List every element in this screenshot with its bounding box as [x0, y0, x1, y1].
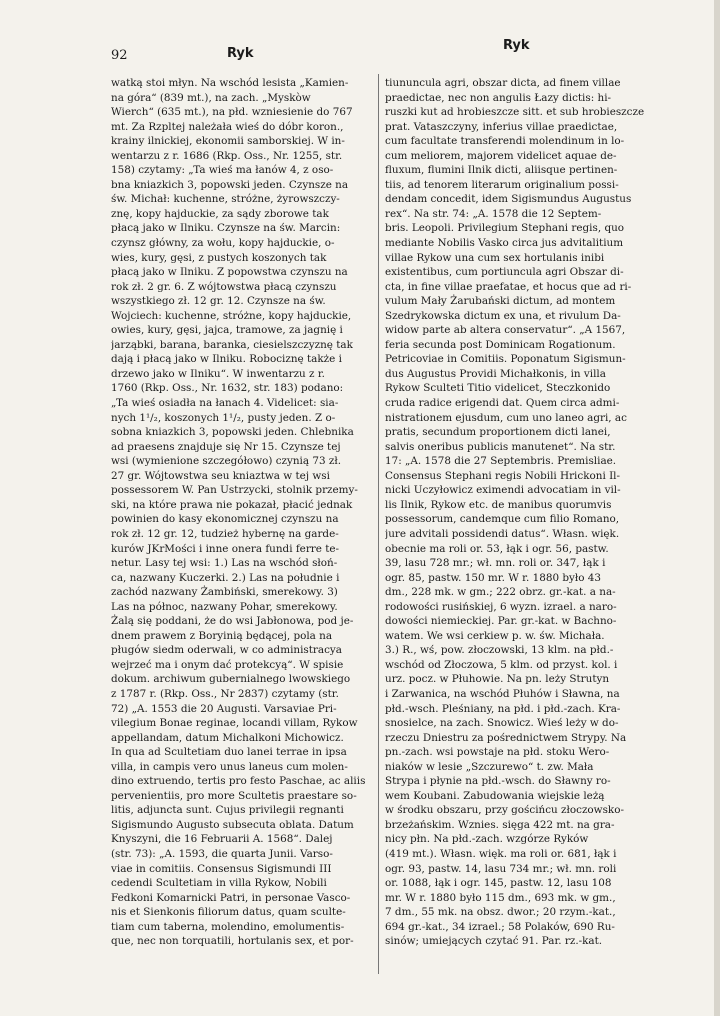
text-line: znę, kopy hajduckie, za sądy zborowe tak — [111, 207, 329, 220]
text-line: Las na północ, nazwany Pohar, smerekowy. — [111, 600, 338, 613]
text-line: na góra“ (839 mt.), na zach. „Myskòw — [111, 91, 311, 104]
text-line: nistrationem ejusdum, cum uno laneo agri, ac — [385, 411, 627, 424]
text-line: 39, lasu 728 mr.; wł. mn. roli or. 347, łąk i — [385, 557, 606, 570]
text-line: Petricoviae in Comitiis. Poponatum Sigismun- — [385, 353, 626, 366]
text-line: jure advitali possidendi datus“. Własn. więk. — [385, 527, 620, 540]
text-line: z 1787 r. (Rkp. Oss., Nr 2837) czytamy (str. — [111, 687, 339, 700]
text-line: nych 1¹/₂, koszonych 1¹/₂, pusty jeden. Z o- — [111, 411, 336, 424]
text-line: zachód nazwany Żambiński, smerekowy. 3) — [111, 586, 338, 599]
text-line: dowości niemieckiej. Par. gr.-kat. w Bachno- — [385, 615, 617, 628]
text-line: Sigismundo Augusto subsecuta oblata. Datum — [111, 818, 354, 831]
text-line: „Ta wieś osiadła na łanach 4. Videlicet: sia- — [111, 397, 339, 410]
text-line: litis, adjuncta sunt. Cujus privilegii regnanti — [111, 804, 344, 817]
text-line: 694 gr.-kat., 34 izrael.; 58 Polaków, 690 Ru- — [385, 920, 615, 933]
text-line: ad praesens znajduje się Nr 15. Czynsze tej — [111, 440, 341, 453]
text-line: 3.) R., wś, pow. złoczowski, 13 klm. na płd.- — [385, 644, 614, 657]
text-line: płacą jako w Ilniku. Czynsze na św. Marcin: — [111, 222, 341, 235]
text-line: dendam concedit, idem Sigismundus Augustus — [385, 193, 632, 206]
text-line: płacą jako w Ilniku. Z popowstwa czynszu na — [111, 266, 348, 279]
text-line: netur. Lasy tej wsi: 1.) Las na wschód słoń- — [111, 557, 338, 570]
text-line: nicki Uczyłowicz eximendi advocatiam in vil- — [385, 484, 621, 497]
text-line: rodowości rusińskiej, 6 wyzn. izrael. a naro- — [385, 600, 617, 613]
text-line: 7 dm., 55 mk. na obsz. dwor.; 20 rzym.-kat., — [385, 906, 616, 919]
text-line: 1760 (Rkp. Oss., Nr. 1632, str. 183) podano: — [111, 382, 344, 395]
text-line: (419 mt.). Własn. więk. ma roli or. 681, łąk i — [385, 847, 617, 860]
text-line: rex“. Na str. 74: „A. 1578 die 12 Septem- — [385, 207, 602, 220]
text-line: ski, na które prawa nie pokazał, płacić jednak — [111, 498, 353, 511]
running-header-right: Ryk — [503, 38, 530, 53]
text-line: bna kniazkich 3, popowski jeden. Czynsze na — [111, 178, 349, 191]
text-line: prat. Vataszczyny, inferius villae praedictae, — [385, 120, 618, 133]
text-line: snosielce, na zach. Snowicz. Wieś leży w do- — [385, 717, 619, 730]
text-line: possessorem W. Pan Ustrzycki, stolnik przemy- — [111, 484, 358, 497]
text-line: cum meliorem, majorem videlicet aquae de- — [385, 149, 617, 162]
text-line: rok zł. 12 gr. 12, tudzież hybernę na garde- — [111, 527, 339, 540]
text-line: salvis oneribus publicis manutenet“. Na str. — [385, 440, 616, 453]
text-line: jarząbki, barana, baranka, ciesielszczyznę tak — [111, 338, 353, 351]
text-line: cruda radice erigendi dat. Quem circa admi- — [385, 397, 620, 410]
text-line: villae Rykow una cum sex hortulanis inibi — [385, 251, 605, 264]
text-line: urz. pocz. w Płuhowie. Na pn. leży Strutyn — [385, 673, 610, 686]
text-line: praedictae, nec non angulis Łazy dictis: hi- — [385, 91, 612, 104]
text-line: watem. We wsi cerkiew p. w. św. Michała. — [385, 629, 605, 642]
text-line: i Zarwanica, na wschód Płuhów i Sławna, na — [385, 687, 620, 700]
text-line: appellandam, datum Michalkoni Michowicz. — [111, 731, 344, 744]
text-line: drzewo jako w Ilniku“. W inwentarzu z r. — [111, 367, 325, 380]
text-line: Wojciech: kuchenne, stróżne, kopy hajduckie, — [111, 309, 352, 322]
text-line: sinów; umiejących czytać 91. Par. rz.-kat. — [385, 935, 603, 948]
left-column — [111, 76, 376, 949]
text-line: (str. 73): „A. 1593, die quarta Junii. Varso- — [111, 847, 333, 860]
text-line: feria secunda post Dominicam Rogationum. — [385, 338, 616, 351]
text-line: wies, kury, gęsi, z pustych koszonych tak — [111, 251, 327, 264]
text-line: bris. Leopoli. Privilegium Stephani regis, quo — [385, 222, 625, 235]
text-line: Szedrykowska dictum ex una, et rivulum Da- — [385, 309, 621, 322]
text-line: 158) czytamy: „Ta wieś ma łanów 4, z oso- — [111, 164, 334, 177]
text-line: dus Augustus Providi Michałkonis, in villa — [385, 367, 606, 380]
text-line: vulum Mały Żarubański dictum, ad montem — [385, 295, 616, 308]
text-line: wem Koubani. Zabudowania wiejskie leżą — [385, 789, 605, 802]
text-line: sobna kniazkich 3, popowski jeden. Chlebnika — [111, 426, 354, 439]
running-header-left: Ryk — [227, 46, 254, 61]
text-line: cum facultate transferendi molendinum in lo- — [385, 135, 625, 148]
text-line: nis et Sienkonis filiorum datus, quam scultе- — [111, 906, 346, 919]
text-line: czynsz główny, za wołu, kopy hajduckie, o- — [111, 237, 335, 250]
text-line: powinien do kasy ekonomicznej czynszu na — [111, 513, 339, 526]
text-line: 17: „A. 1578 die 27 Septembris. Premisliae. — [385, 455, 617, 468]
text-line: wentarzu z r. 1686 (Rkp. Oss., Nr. 1255, str. — [111, 149, 343, 162]
text-line: w środku obszaru, przy gościńcu złoczowsko- — [385, 804, 624, 817]
text-line: owies, kury, gęsi, jajca, tramowe, za jagnię i — [111, 324, 343, 337]
text-line: existentibus, cum portiuncula agri Obszar di- — [385, 266, 624, 279]
text-line: pn.-zach. wsi powstaje na płd. stoku Wero- — [385, 746, 610, 759]
text-line: mr. W r. 1880 było 115 dm., 693 mk. w gm., — [385, 891, 616, 904]
text-line: ca, nazwany Kuczerki. 2.) Las na południe i — [111, 571, 340, 584]
text-line: ogr. 93, pastw. 14, lasu 734 mr.; wł. mn. roli — [385, 862, 617, 875]
text-line: tiununcula agri, obszar dicta, ad finem villae — [385, 77, 621, 89]
text-line: Consensus Stephani regis Nobili Hrickoni Il- — [385, 469, 621, 482]
text-line: pratis, secundum proportionem dicti lanei, — [385, 426, 611, 439]
text-line: In qua ad Scultetiam duo lanei terrae in ipsa — [111, 746, 347, 759]
text-line: watką stoi młyn. Na wschód lesista „Kamien- — [111, 77, 349, 89]
text-line: dino extruendo, tertis pro festo Paschae, ac aliis — [111, 775, 366, 788]
text-line: widow parte ab altera conservatur“. „A 1567, — [385, 324, 626, 337]
text-line: cedendi Scultetiam in villa Rykow, Nobili — [111, 877, 327, 890]
text-line: viae in comitiis. Consensus Sigismundi III — [111, 862, 332, 875]
text-line: niaków w lesie „Szczurewo“ t. zw. Mała — [385, 760, 594, 773]
page-edge-shadow — [714, 0, 720, 1016]
text-line: rok zł. 2 gr. 6. Z wójtowstwa płacą czynszu — [111, 280, 337, 293]
text-line: Knyszyni, die 16 Februarii A. 1568“. Dalej — [111, 833, 333, 846]
text-line: cta, in fine villae praefatae, et hocus que ad ri- — [385, 280, 632, 293]
text-line: krainy ilnickiej, ekonomii samborskiej. W in- — [111, 135, 345, 148]
text-line: wejrzeć ma i onym dać protekcyą“. W spisie — [111, 658, 344, 671]
text-line: wszystkiego zł. 12 gr. 12. Czynsze na św. — [111, 295, 326, 308]
text-line: lis Ilnik, Rykow etc. de manibus quorumvis — [385, 498, 612, 511]
text-line: Rykow Sculteti Titio videlicet, Steczkonido — [385, 382, 611, 395]
column-divider — [378, 74, 379, 974]
text-line: ruszki kut ad hrobieszcze sitt. et sub hrobieszcze — [385, 106, 645, 119]
text-line: dają i płacą jako w Ilniku. Robociznę także i — [111, 353, 342, 366]
text-line: 72) „A. 1553 die 20 Augusti. Varsaviae Pri- — [111, 702, 337, 715]
text-line: dm., 228 mk. w gm.; 222 obrz. gr.-kat. a na- — [385, 586, 616, 599]
text-line: possessorum, candemque cum filio Romano, — [385, 513, 620, 526]
text-line: fluxum, flumini Ilnik dicti, aliisque pertinen- — [385, 164, 618, 177]
text-line: or. 1088, łąk i ogr. 145, pastw. 12, lasu 108 — [385, 877, 612, 890]
text-line: Wierch“ (635 mt.), na płd. wzniesienie do 767 — [111, 106, 353, 119]
text-line: wschód od Złoczowa, 5 klm. od przyst. kol. i — [385, 658, 618, 671]
text-line: villa, in campis vero unus laneus cum molen- — [111, 760, 348, 773]
text-line: obecnie ma roli or. 53, łąk i ogr. 56, pastw. — [385, 542, 609, 555]
text-line: mediante Nobilis Vasko circa jus advitalitium — [385, 237, 624, 250]
text-line: que, nec non torquatili, hortulanis sex, et por- — [111, 935, 354, 948]
text-line: vilegium Bonae reginae, locandi villam, Rykow — [111, 717, 358, 730]
page-number: 92 — [111, 48, 128, 63]
text-line: ogr. 85, pastw. 150 mr. W r. 1880 było 43 — [385, 571, 602, 584]
text-line: płd.-wsch. Pleśniany, na płd. i płd.-zach. Kra- — [385, 702, 621, 715]
right-column — [385, 76, 665, 949]
text-line: pervenientiis, pro more Scultetis praestare so- — [111, 789, 357, 802]
text-line: tiam cum taberna, molendino, emolumentis- — [111, 920, 345, 933]
text-line: 27 gr. Wójtowstwa seu kniaztwa w tej wsi — [111, 469, 330, 482]
text-line: pługów siedm oderwali, w co administracya — [111, 644, 342, 657]
text-line: tiis, ad tenorem literarum originalium possi- — [385, 178, 619, 191]
text-line: św. Michał: kuchenne, stróżne, żyrowszczy- — [111, 193, 340, 206]
text-line: kurów JKrMości i inne onera fundi ferre te- — [111, 542, 340, 555]
text-line: mt. Za Rzpltej należała wieś do dóbr koron., — [111, 120, 344, 133]
text-line: Fedkoni Komarnicki Patri, in personae Vasco- — [111, 891, 351, 904]
text-line: rzeczu Dniestru za pośrednictwem Strypy. Na — [385, 731, 627, 744]
text-line: dokum. archiwum gubernialnego lwowskiego — [111, 673, 351, 686]
text-line: wsi (wymienione szczegółowo) czynią 73 zł. — [111, 455, 342, 468]
text-line: nicy płn. Na płd.-zach. wzgórze Ryków — [385, 833, 589, 846]
text-line: dnem prawem z Boryinią będącej, pola na — [111, 629, 333, 642]
text-line: brzeżańskim. Wznies. sięga 422 mt. na gra- — [385, 818, 615, 831]
text-line: Strypa i płynie na płd.-wsch. do Sławny ro- — [385, 775, 611, 788]
text-line: Żalą się poddani, że do wsi Jabłonowa, pod je- — [111, 615, 354, 628]
